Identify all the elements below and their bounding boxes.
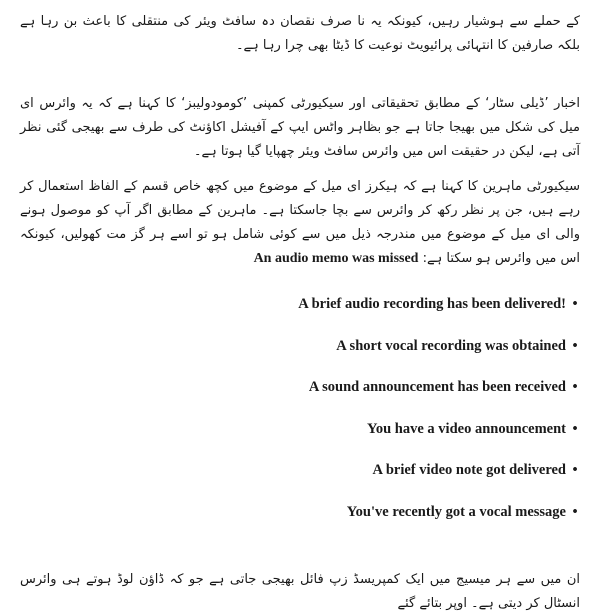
bullet-icon: • xyxy=(572,296,578,312)
paragraph-zip-file: ان میں سے ہر میسیج میں ایک کمپریسڈ زپ فائل بھیجی جاتی ہے جو کہ ڈاؤن لوڈ ہوتے ہی وائرس انسٹال کر دیتی ہے۔ اوپر بتائے گئے xyxy=(20,572,580,611)
list-item xyxy=(0,294,580,336)
list-item xyxy=(0,460,580,502)
list-item xyxy=(0,419,580,461)
bullet-icon: • xyxy=(572,503,578,520)
bullet-icon: • xyxy=(572,379,578,395)
paragraph-security-experts-text: سیکیورٹی ماہرین کا کہنا ہے کہ ہیکرز ای میل کے موضوع میں کچھ خاص قسم کے الفاظ استعمال کر رہے ہیں، جن پر نظر رکھ کر وائرس سے بچا جاسکتا ہے۔ ماہرین کے مطابق اگر آپ کو موصول ہونے والی ای میل کے موضوع میں مندرجہ ذیل میں سے کوئی شامل ہو تو اسے ہر گز مت کھولیں، کیونکہ اس میں وائرس ہو سکتا ہے: xyxy=(20,179,580,266)
list-item xyxy=(0,377,580,419)
list-item xyxy=(0,336,580,378)
subject-lines-list xyxy=(0,294,580,543)
bullet-icon: • xyxy=(572,337,578,354)
paragraph-daily-star-report: اخبار ’ڈیلی سٹار‘ کے مطابق تحقیقاتی اور سیکیورٹی کمپنی ’کومودولیبز‘ کا کہنا ہے کہ یہ وائرس ای میل کی شکل میں بھیجا جاتا ہے جو بظاہر واٹس ایپ کے آفیشل اکاؤنٹ کی طرف سے بھیجی گئی نظر آتی ہے، لیکن در حقیقت اس میں وائرس سافٹ ویئر چھپایا گیا ہوتا ہے۔ xyxy=(20,96,580,159)
bullet-icon: • xyxy=(572,420,578,437)
subject-line-text: A sound announcement has been received xyxy=(308,379,566,395)
subject-line-text: A brief video note got delivered xyxy=(372,462,566,478)
subject-line-text: A short vocal recording was obtained xyxy=(336,337,566,354)
list-item xyxy=(0,502,580,544)
paragraph-security-experts xyxy=(0,175,600,271)
subject-line-text: A brief audio recording has been delivered! xyxy=(298,296,566,312)
inline-subject-line: An audio memo was missed xyxy=(253,251,419,266)
bullet-icon: • xyxy=(572,462,578,478)
subject-line-text: You've recently got a vocal message xyxy=(346,503,566,520)
subject-line-text: You have a video announcement xyxy=(367,420,566,437)
paragraph-intro: کے حملے سے ہوشیار رہیں، کیونکہ یہ نا صرف نقصان دہ سافٹ ویئر کی منتقلی کا باعث بن رہا ہے بلکہ صارفین کا انتہائی پرائیویٹ نوعیت کا ڈیٹا بھی چرا رہا ہے۔ xyxy=(20,14,580,53)
